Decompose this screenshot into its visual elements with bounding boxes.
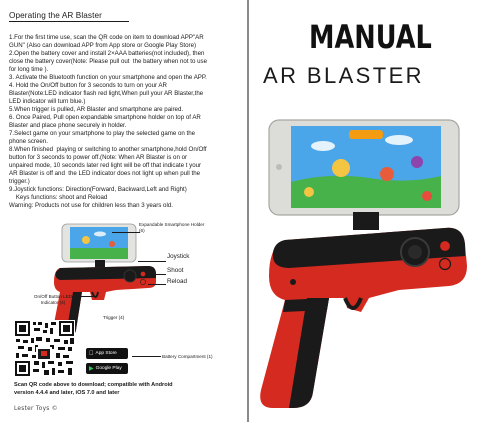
joystick-callout: Joystick (167, 253, 190, 260)
instruction-line: for long time ). (9, 66, 49, 73)
apple-icon (89, 351, 94, 357)
store-badges (86, 348, 128, 378)
instruction-line: 9.Joystick functions: Direction(Forward, Backward,Left and Right) (9, 186, 187, 193)
instruction-line: Blaster and place phone securely in holder. (9, 122, 127, 129)
manual-title: MANUAL (309, 18, 432, 56)
instruction-line: trigger.) (9, 178, 30, 185)
reload-leader (148, 284, 166, 285)
shoot-callout: Shoot (167, 267, 184, 274)
diagram-holder (95, 260, 105, 268)
shoot-leader (148, 274, 166, 275)
instruction-line: button for 3 seconds to power off.(Note: When AR Blaster is on or (9, 154, 188, 161)
instruction-line: 6. Once Paired, Pull open expandable smartphone holder on top of AR (9, 114, 201, 121)
instruction-line: GUN" (Also can download APP from App store or Google Play Store) (9, 42, 197, 49)
instruction-line: 7.Select game on your smartphone to play the selected game on the (9, 130, 196, 137)
battery-leader (132, 356, 161, 357)
instruction-line: phone screen. (9, 138, 48, 145)
instruction-line: 8.When finished playing or switching to another smartphone,hold On/Off (9, 146, 207, 153)
instruction-line: AR Blaster is off and the LED indicator does not light up when pull the (9, 170, 201, 177)
qr-code-icon[interactable] (14, 320, 75, 377)
trigger-callout: Trigger (4) (103, 315, 125, 320)
holder-callout: Expandable Smartphone Holder (6) (139, 222, 205, 233)
hero-gun (260, 228, 467, 408)
instruction-line: Warning: Products not use for children less than 3 years old. (9, 202, 173, 209)
app-store-label: App Store (91, 351, 113, 356)
instruction-line: Blaster(Note:LED indicator flash red light,When pull your AR Blaster,the (9, 90, 204, 97)
instruction-line: close the battery cover(Note: Please pull out the battery when not to use (9, 58, 207, 65)
hero-phone (269, 120, 459, 215)
app-store-badge[interactable] (86, 348, 128, 359)
diagram-phone (62, 224, 136, 262)
holder-leader (112, 232, 140, 233)
hero-holder (353, 212, 379, 230)
instruction-line: unpaired mode, 10 seconds later red light will be off that indicate t your (9, 162, 202, 169)
instructions-list (9, 34, 242, 210)
instruction-line: LED indicator will turn blue.) (9, 98, 86, 105)
brand-name: Lester Toys © (14, 406, 58, 412)
reload-callout: Reload (167, 278, 187, 285)
battery-callout: Battery Compartment (1) (162, 354, 213, 359)
instruction-line: Keys functions: shoot and Reload (9, 194, 108, 201)
onoff-leader (72, 296, 94, 297)
instruction-line: 2.Open the battery cover and install 2×AAA batteries(not included), then (9, 50, 205, 57)
instruction-line: 1.For the first time use, scan the QR code on item to download APP"AR (9, 34, 204, 41)
google-play-icon: ▶ (89, 366, 94, 372)
joystick-leader (138, 261, 166, 262)
footer-note: Scan QR code above to download; compatible with Android version 4.4.4 and later, iOS 7.0 and later (14, 382, 173, 396)
instruction-line: 5.When trigger is pulled, AR Blaster and smartphone are paired. (9, 106, 184, 113)
section-title: Operating the AR Blaster (9, 11, 129, 22)
google-play-badge[interactable] (86, 363, 128, 374)
onoff-callout: On/Off Button LED Indicator (4) (33, 294, 73, 305)
instruction-line: 3. Activate the Bluetooth function on your smartphone and open the APP. (9, 74, 207, 81)
left-page (0, 0, 247, 422)
right-page (249, 0, 497, 422)
google-play-label: Google Play (95, 366, 122, 371)
hero-blaster-image (249, 112, 497, 422)
product-title: AR BLASTER (263, 63, 424, 88)
instruction-line: 4. Hold the On/Off button for 3 seconds to turn on your AR (9, 82, 167, 89)
